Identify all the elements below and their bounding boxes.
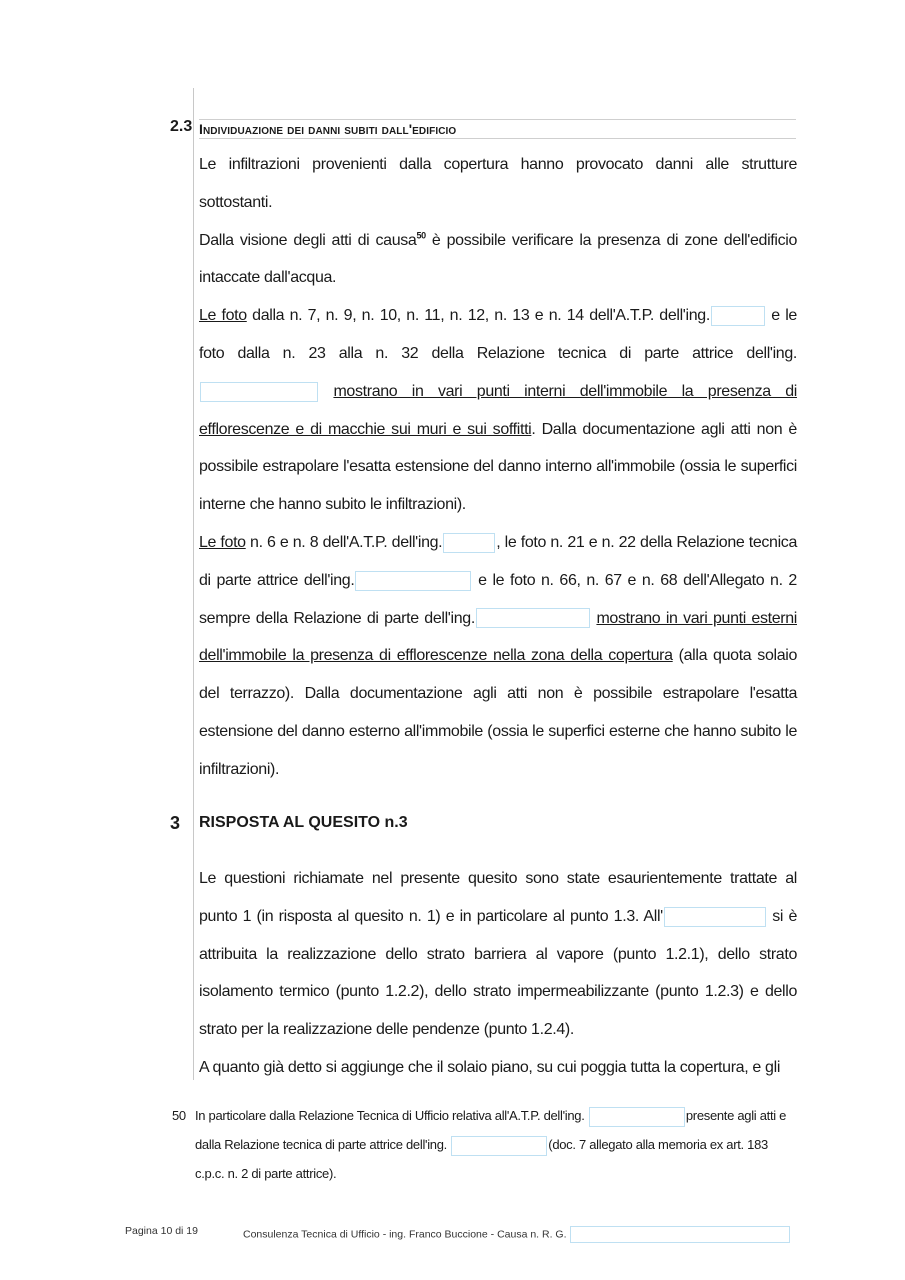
redaction-box [451,1136,547,1156]
paragraph [199,146,797,222]
redaction-box [476,608,590,628]
paragraph-text: (alla quota solaio del terrazzo). Dalla documentazione agli atti non è possibile estrapolare l'esatta estensione del danno esterno all'immobile (ossia le superfici esterne che hanno subito le infiltrazioni). [199,647,798,778]
paragraph-text: Le questioni richiamate nel presente quesito sono state esaurientemente trattate al punto 1 (in risposta al quesito n. 1) e in particolare al punto 1.3. All' [199,870,797,925]
section-heading: Individuazione dei danni subiti dall'edificio [199,119,796,139]
paragraph [199,222,797,298]
paragraph-text: dalla n. 7, n. 9, n. 10, n. 11, n. 12, n. 13 e n. 14 dell'A.T.P. dell'ing. [246,307,710,325]
redaction-box [589,1107,685,1127]
section-body [199,860,797,1087]
paragraph [199,297,797,524]
section-body [199,146,797,789]
paragraph-text: e le foto dalla n. 23 alla n. 32 della Relazione tecnica di parte attrice dell'ing. [199,307,797,362]
paragraph [199,524,797,789]
paragraph [199,1049,797,1087]
footnote-text [195,1101,795,1188]
margin-rule [193,88,194,1080]
paragraph-text: . Dalla documentazione agli atti non è possibile estrapolare l'esatta estensione del danno interno all'immobile (ossia le superfici interne che hanno subito le infiltrazioni). [199,420,797,514]
redaction-box [200,382,318,402]
underlined-text: Le foto [199,307,247,325]
section-number: 2.3 [170,118,193,135]
underlined-text: Le foto [199,533,246,551]
section-heading: RISPOSTA AL QUESITO n.3 [199,814,408,831]
redaction-box [443,533,495,553]
paragraph-text: , le foto n. 21 e n. 22 della Relazione tecnica di parte attrice dell'ing. [199,533,797,589]
footer-text [243,1226,791,1243]
paragraph-text: Dalla visione degli atti di causa [199,231,417,249]
paragraph-text: A quanto già detto si aggiunge che il solaio piano, su cui poggia tutta la copertura, e gli [199,1058,781,1076]
underlined-text: mostrano in vari punti interni dell'immobile la presenza di efflorescenze e di macchie sui muri e sui soffitti [199,382,797,438]
footnote-text-part: presente agli atti e dalla Relazione tecnica di parte attrice dell'ing. [195,1108,787,1152]
footnote-text-part: (doc. 7 allegato alla memoria ex art. 183 c.p.c. n. 2 di parte attrice). [195,1137,768,1181]
section-number: 3 [170,813,181,833]
page-number: Pagina 10 di 19 [125,1225,198,1237]
redaction-box [711,306,765,326]
redaction-box [664,907,766,927]
paragraph-text: Le infiltrazioni provenienti dalla copertura hanno provocato danni alle strutture sottostanti. [199,156,797,211]
paragraph-text: si è attribuita la realizzazione dello strato barriera al vapore (punto 1.2.1), dello strato isolamento termico (punto 1.2.2), dello strato impermeabilizzante (punto 1.2.3) e dello strato per la realizzazione delle pendenze (punto 1.2.4). [199,907,797,1039]
redaction-box [570,1226,790,1243]
paragraph-text: è possibile verificare la presenza di zone dell'edificio intaccate dall'acqua. [199,231,797,287]
footer-caption: Consulenza Tecnica di Ufficio - ing. Franco Buccione - Causa n. R. G. [243,1228,567,1241]
footnote-ref[interactable]: 50 [416,230,426,241]
footnote-text-part: In particolare dalla Relazione Tecnica di Ufficio relativa all'A.T.P. dell'ing. [195,1108,588,1123]
footnote-number: 50 [172,1108,186,1123]
underlined-text: mostrano in vari punti esterni dell'immobile la presenza di efflorescenze nella zona della copertura [199,609,797,665]
redaction-box [355,571,471,591]
paragraph-text: n. 6 e n. 8 dell'A.T.P. dell'ing. [245,533,443,551]
paragraph [199,860,797,1049]
footnote-paragraph [195,1101,795,1188]
paragraph-text: e le foto n. 66, n. 67 e n. 68 dell'Allegato n. 2 sempre della Relazione di parte dell'ing. [199,571,797,627]
